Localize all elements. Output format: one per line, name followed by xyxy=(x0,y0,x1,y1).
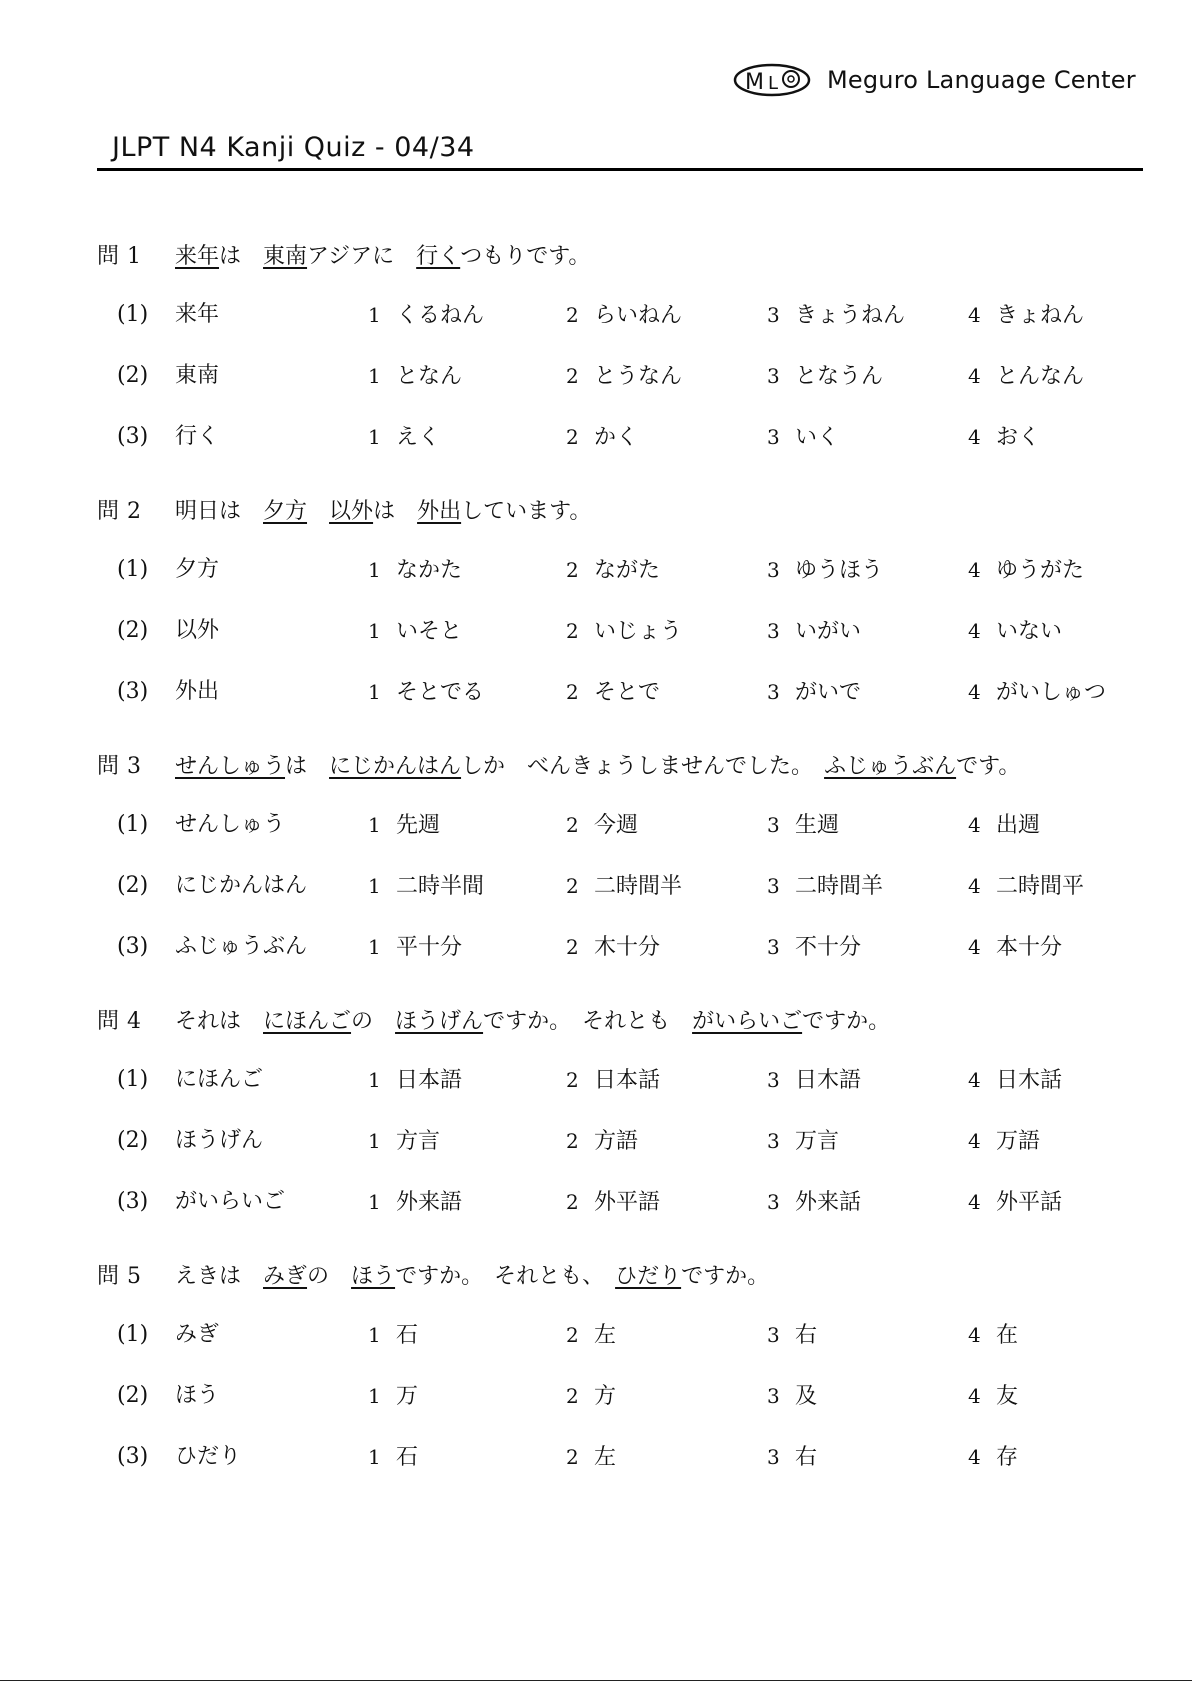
answer-option-2[interactable] xyxy=(566,299,682,331)
question-label xyxy=(97,494,175,525)
option-text: 日木語 xyxy=(795,1068,862,1093)
sub-question-number: (1) xyxy=(117,1067,149,1092)
sentence-text: ですか。 それとも、 xyxy=(395,1263,616,1289)
sub-question-number: (2) xyxy=(117,1383,149,1408)
answer-option-2[interactable] xyxy=(566,360,682,392)
question-label-kanji: 問 xyxy=(97,1008,120,1034)
sentence-text: えきは xyxy=(175,1263,264,1289)
answer-option-1[interactable] xyxy=(368,554,462,586)
option-text: おく xyxy=(996,425,1041,450)
option-text: かく xyxy=(594,425,639,450)
underlined-target-word: 以外 xyxy=(329,498,374,524)
option-text: 方 xyxy=(594,1384,617,1409)
answer-option-1[interactable] xyxy=(368,421,440,453)
option-number: 3 xyxy=(767,1129,780,1153)
option-text: となうん xyxy=(795,364,884,389)
option-number: 2 xyxy=(566,680,579,704)
question-label-kanji: 問 xyxy=(97,243,120,269)
underlined-target-word: ほう xyxy=(351,1263,396,1289)
option-text: 右 xyxy=(795,1323,818,1348)
answer-option-2[interactable] xyxy=(566,1441,616,1473)
sub-question-word: ほう xyxy=(175,1383,220,1408)
answer-option-4[interactable] xyxy=(968,1125,1040,1157)
answer-option-2[interactable] xyxy=(566,421,638,453)
option-number: 4 xyxy=(968,935,981,959)
answer-option-3[interactable] xyxy=(767,1064,861,1096)
option-number: 3 xyxy=(767,813,780,837)
sub-question-word: せんしゅう xyxy=(175,812,286,837)
option-number: 4 xyxy=(968,364,981,388)
option-number: 2 xyxy=(566,1129,579,1153)
answer-option-1[interactable] xyxy=(368,809,440,841)
option-text: がいで xyxy=(795,680,862,705)
sub-question-number: (3) xyxy=(117,1444,149,1469)
option-text: 万 xyxy=(396,1384,419,1409)
question-1 xyxy=(97,238,590,270)
underlined-target-word: ほうげん xyxy=(395,1008,484,1034)
option-text: 平十分 xyxy=(396,935,463,960)
answer-option-1[interactable] xyxy=(368,1186,462,1218)
option-text: 二時間羊 xyxy=(795,874,884,899)
option-number: 4 xyxy=(968,425,981,449)
option-number: 1 xyxy=(368,935,381,959)
option-text: 外平語 xyxy=(594,1190,661,1215)
question-sentence xyxy=(175,1259,769,1290)
option-text: ゆうほう xyxy=(795,558,884,583)
sentence-text: 明日は xyxy=(175,498,264,524)
answer-option-3[interactable] xyxy=(767,299,905,331)
sentence-text: です。 xyxy=(956,753,1021,779)
option-number: 2 xyxy=(566,1384,579,1408)
option-number: 4 xyxy=(968,619,981,643)
sentence-text: しか べんきょうしませんでした。 xyxy=(461,753,825,779)
option-text: いそと xyxy=(396,619,463,644)
option-text: 二時半間 xyxy=(396,874,485,899)
sub-question-word: ふじゅうぶん xyxy=(175,934,308,959)
answer-option-3[interactable] xyxy=(767,809,839,841)
question-5 xyxy=(97,1258,769,1290)
option-number: 2 xyxy=(566,425,579,449)
answer-option-3[interactable] xyxy=(767,421,839,453)
question-4 xyxy=(97,1003,890,1035)
option-text: 石 xyxy=(396,1323,419,1348)
sub-question-number: (2) xyxy=(117,363,149,388)
option-text: ながた xyxy=(594,558,661,583)
option-text: いない xyxy=(996,619,1063,644)
underlined-target-word: ひだり xyxy=(615,1263,682,1289)
option-number: 4 xyxy=(968,1384,981,1408)
sub-question-word: ひだり xyxy=(175,1444,242,1469)
question-3 xyxy=(97,748,1020,780)
answer-option-3[interactable] xyxy=(767,870,883,902)
option-number: 3 xyxy=(767,1190,780,1214)
question-sentence xyxy=(175,749,1020,780)
option-number: 2 xyxy=(566,1323,579,1347)
answer-option-4[interactable] xyxy=(968,299,1084,331)
answer-option-2[interactable] xyxy=(566,676,660,708)
option-number: 1 xyxy=(368,619,381,643)
question-label xyxy=(97,1004,175,1035)
option-text: 存 xyxy=(996,1445,1019,1470)
sub-question-number: (1) xyxy=(117,302,149,327)
option-text: 右 xyxy=(795,1445,818,1470)
option-number: 1 xyxy=(368,303,381,327)
option-text: 今週 xyxy=(594,813,639,838)
option-text: えく xyxy=(396,425,441,450)
answer-option-3[interactable] xyxy=(767,1125,839,1157)
sub-question-number: (2) xyxy=(117,1128,149,1153)
answer-option-4[interactable] xyxy=(968,1380,1018,1412)
question-number: 3 xyxy=(127,753,142,779)
option-number: 3 xyxy=(767,1323,780,1347)
answer-option-3[interactable] xyxy=(767,676,861,708)
answer-option-4[interactable] xyxy=(968,931,1062,963)
option-number: 4 xyxy=(968,1445,981,1469)
option-number: 3 xyxy=(767,619,780,643)
underlined-target-word: みぎ xyxy=(263,1263,308,1289)
option-number: 1 xyxy=(368,1129,381,1153)
answer-option-4[interactable] xyxy=(968,615,1062,647)
option-number: 2 xyxy=(566,1068,579,1092)
answer-option-2[interactable] xyxy=(566,1125,638,1157)
option-text: いく xyxy=(795,425,840,450)
option-text: 外平話 xyxy=(996,1190,1063,1215)
option-number: 1 xyxy=(368,1384,381,1408)
sentence-text: は xyxy=(285,753,330,779)
underlined-target-word: せんしゅう xyxy=(175,753,286,779)
option-text: きょねん xyxy=(996,303,1085,328)
option-text: 万言 xyxy=(795,1129,840,1154)
option-number: 2 xyxy=(566,1445,579,1469)
question-label xyxy=(97,1259,175,1290)
option-number: 3 xyxy=(767,364,780,388)
sentence-text: は xyxy=(373,498,418,524)
sentence-text: は xyxy=(219,243,264,269)
title-underline xyxy=(97,168,1143,171)
option-number: 3 xyxy=(767,680,780,704)
answer-option-3[interactable] xyxy=(767,1441,817,1473)
answer-option-2[interactable] xyxy=(566,615,682,647)
answer-option-4[interactable] xyxy=(968,676,1106,708)
option-text: なかた xyxy=(396,558,463,583)
option-text: 石 xyxy=(396,1445,419,1470)
question-number: 5 xyxy=(127,1263,142,1289)
option-number: 1 xyxy=(368,1445,381,1469)
logo-text: Meguro Language Center xyxy=(827,66,1136,94)
option-number: 1 xyxy=(368,1068,381,1092)
question-number: 1 xyxy=(127,243,142,269)
option-text: 二時間半 xyxy=(594,874,683,899)
answer-option-1[interactable] xyxy=(368,360,462,392)
question-sentence xyxy=(175,239,590,270)
answer-option-1[interactable] xyxy=(368,931,462,963)
sub-question-number: (2) xyxy=(117,618,149,643)
option-number: 1 xyxy=(368,813,381,837)
option-text: 左 xyxy=(594,1323,617,1348)
answer-option-1[interactable] xyxy=(368,676,484,708)
option-number: 4 xyxy=(968,303,981,327)
page-bottom-rule xyxy=(0,1680,1192,1681)
answer-option-2[interactable] xyxy=(566,931,660,963)
option-text: とんなん xyxy=(996,364,1085,389)
answer-option-1[interactable] xyxy=(368,1319,418,1351)
option-text: がいしゅつ xyxy=(996,680,1107,705)
option-text: きょうねん xyxy=(795,303,906,328)
sentence-text: ですか。 xyxy=(681,1263,770,1289)
mlc-logo-icon xyxy=(733,62,811,98)
sub-question-word: ほうげん xyxy=(175,1128,264,1153)
underlined-target-word: にじかんはん xyxy=(329,753,462,779)
option-text: 友 xyxy=(996,1384,1019,1409)
svg-text:L: L xyxy=(768,73,779,94)
sub-question-word: みぎ xyxy=(175,1322,220,1347)
option-text: 日木話 xyxy=(996,1068,1063,1093)
question-number: 2 xyxy=(127,498,142,524)
option-text: 木十分 xyxy=(594,935,661,960)
option-number: 2 xyxy=(566,874,579,898)
answer-option-1[interactable] xyxy=(368,615,462,647)
question-label-kanji: 問 xyxy=(97,753,120,779)
answer-option-1[interactable] xyxy=(368,870,484,902)
option-text: 方語 xyxy=(594,1129,639,1154)
option-text: 出週 xyxy=(996,813,1041,838)
answer-option-1[interactable] xyxy=(368,1441,418,1473)
logo xyxy=(733,60,1136,100)
option-number: 3 xyxy=(767,303,780,327)
underlined-target-word: にほんご xyxy=(263,1008,352,1034)
sentence-text: の xyxy=(307,1263,352,1289)
option-number: 4 xyxy=(968,680,981,704)
sub-question-number: (1) xyxy=(117,1322,149,1347)
answer-option-4[interactable] xyxy=(968,809,1040,841)
option-text: 日本語 xyxy=(396,1068,463,1093)
option-text: 先週 xyxy=(396,813,441,838)
option-text: 外来話 xyxy=(795,1190,862,1215)
answer-option-2[interactable] xyxy=(566,554,660,586)
answer-option-3[interactable] xyxy=(767,1186,861,1218)
answer-option-4[interactable] xyxy=(968,870,1084,902)
underlined-target-word: 外出 xyxy=(417,498,462,524)
question-label-kanji: 問 xyxy=(97,498,120,524)
option-number: 3 xyxy=(767,874,780,898)
sub-question-word: がいらいご xyxy=(175,1189,286,1214)
option-number: 1 xyxy=(368,425,381,449)
sub-question-number: (3) xyxy=(117,1189,149,1214)
option-text: 不十分 xyxy=(795,935,862,960)
underlined-target-word: がいらいご xyxy=(692,1008,803,1034)
option-number: 2 xyxy=(566,558,579,582)
option-text: とうなん xyxy=(594,364,683,389)
underlined-target-word: 東南 xyxy=(263,243,308,269)
option-text: そとで xyxy=(594,680,661,705)
option-number: 1 xyxy=(368,558,381,582)
option-text: 本十分 xyxy=(996,935,1063,960)
answer-option-4[interactable] xyxy=(968,1441,1018,1473)
option-text: そとでる xyxy=(396,680,485,705)
underlined-target-word: ふじゅうぶん xyxy=(824,753,957,779)
sentence-text xyxy=(307,499,329,524)
answer-option-3[interactable] xyxy=(767,554,883,586)
option-text: 左 xyxy=(594,1445,617,1470)
underlined-target-word: 夕方 xyxy=(263,498,308,524)
option-text: 二時間平 xyxy=(996,874,1085,899)
question-2 xyxy=(97,493,591,525)
option-number: 1 xyxy=(368,874,381,898)
sub-question-number: (3) xyxy=(117,934,149,959)
sub-question-word: 来年 xyxy=(175,302,220,327)
svg-text:M: M xyxy=(745,70,764,95)
sentence-text: ですか。 xyxy=(802,1008,891,1034)
option-number: 3 xyxy=(767,1068,780,1092)
option-text: 外来語 xyxy=(396,1190,463,1215)
option-number: 1 xyxy=(368,364,381,388)
underlined-target-word: 行く xyxy=(416,243,461,269)
answer-option-2[interactable] xyxy=(566,1064,660,1096)
option-number: 2 xyxy=(566,619,579,643)
answer-option-3[interactable] xyxy=(767,615,861,647)
option-number: 4 xyxy=(968,1068,981,1092)
answer-option-3[interactable] xyxy=(767,360,883,392)
option-number: 4 xyxy=(968,1190,981,1214)
answer-option-3[interactable] xyxy=(767,1319,817,1351)
answer-option-1[interactable] xyxy=(368,1064,462,1096)
option-text: いがい xyxy=(795,619,862,644)
sub-question-word: にほんご xyxy=(175,1067,264,1092)
sub-question-number: (3) xyxy=(117,424,149,449)
option-number: 4 xyxy=(968,874,981,898)
option-number: 4 xyxy=(968,558,981,582)
answer-option-2[interactable] xyxy=(566,870,682,902)
question-label xyxy=(97,239,175,270)
sub-question-word: 行く xyxy=(175,424,220,449)
option-number: 3 xyxy=(767,425,780,449)
answer-option-2[interactable] xyxy=(566,1186,660,1218)
option-text: となん xyxy=(396,364,463,389)
option-number: 1 xyxy=(368,680,381,704)
answer-option-4[interactable] xyxy=(968,1319,1018,1351)
answer-option-2[interactable] xyxy=(566,1380,616,1412)
sentence-text: アジアに xyxy=(307,243,417,269)
option-number: 2 xyxy=(566,1190,579,1214)
sentence-text: の xyxy=(351,1008,396,1034)
sub-question-number: (3) xyxy=(117,679,149,704)
option-text: 万語 xyxy=(996,1129,1041,1154)
option-text: 在 xyxy=(996,1323,1019,1348)
question-sentence xyxy=(175,1004,890,1035)
option-number: 1 xyxy=(368,1323,381,1347)
option-text: いじょう xyxy=(594,619,683,644)
sentence-text: つもりです。 xyxy=(460,243,591,269)
option-number: 2 xyxy=(566,303,579,327)
option-number: 2 xyxy=(566,935,579,959)
option-number: 2 xyxy=(566,364,579,388)
option-number: 1 xyxy=(368,1190,381,1214)
sentence-text: それは xyxy=(175,1008,264,1034)
sentence-text: しています。 xyxy=(461,498,592,524)
option-text: 方言 xyxy=(396,1129,441,1154)
option-number: 3 xyxy=(767,1384,780,1408)
sub-question-word: 外出 xyxy=(175,679,220,704)
question-label-kanji: 問 xyxy=(97,1263,120,1289)
sub-question-number: (2) xyxy=(117,873,149,898)
answer-option-1[interactable] xyxy=(368,1125,440,1157)
option-text: らいねん xyxy=(594,303,683,328)
answer-option-4[interactable] xyxy=(968,421,1040,453)
answer-option-3[interactable] xyxy=(767,931,861,963)
underlined-target-word: 来年 xyxy=(175,243,220,269)
option-number: 2 xyxy=(566,813,579,837)
answer-option-4[interactable] xyxy=(968,1064,1062,1096)
answer-option-4[interactable] xyxy=(968,554,1084,586)
option-text: ゆうがた xyxy=(996,558,1085,583)
option-number: 3 xyxy=(767,935,780,959)
question-sentence xyxy=(175,494,591,525)
sub-question-word: 夕方 xyxy=(175,557,220,582)
sentence-text: ですか。 それとも xyxy=(483,1008,693,1034)
option-number: 4 xyxy=(968,1129,981,1153)
answer-option-4[interactable] xyxy=(968,1186,1062,1218)
option-number: 4 xyxy=(968,1323,981,1347)
answer-option-4[interactable] xyxy=(968,360,1084,392)
option-text: 及 xyxy=(795,1384,818,1409)
question-label xyxy=(97,749,175,780)
sub-question-word: 東南 xyxy=(175,363,220,388)
sub-question-word: にじかんはん xyxy=(175,873,308,898)
answer-option-1[interactable] xyxy=(368,299,484,331)
option-number: 4 xyxy=(968,813,981,837)
option-text: 生週 xyxy=(795,813,840,838)
page-title: JLPT N4 Kanji Quiz - 04/34 xyxy=(112,132,475,163)
option-text: 日本話 xyxy=(594,1068,661,1093)
sub-question-number: (1) xyxy=(117,812,149,837)
option-number: 3 xyxy=(767,1445,780,1469)
answer-option-2[interactable] xyxy=(566,1319,616,1351)
answer-option-1[interactable] xyxy=(368,1380,418,1412)
option-text: くるねん xyxy=(396,303,485,328)
answer-option-3[interactable] xyxy=(767,1380,817,1412)
answer-option-2[interactable] xyxy=(566,809,638,841)
sub-question-word: 以外 xyxy=(175,618,220,643)
question-number: 4 xyxy=(127,1008,142,1034)
option-number: 3 xyxy=(767,558,780,582)
sub-question-number: (1) xyxy=(117,557,149,582)
